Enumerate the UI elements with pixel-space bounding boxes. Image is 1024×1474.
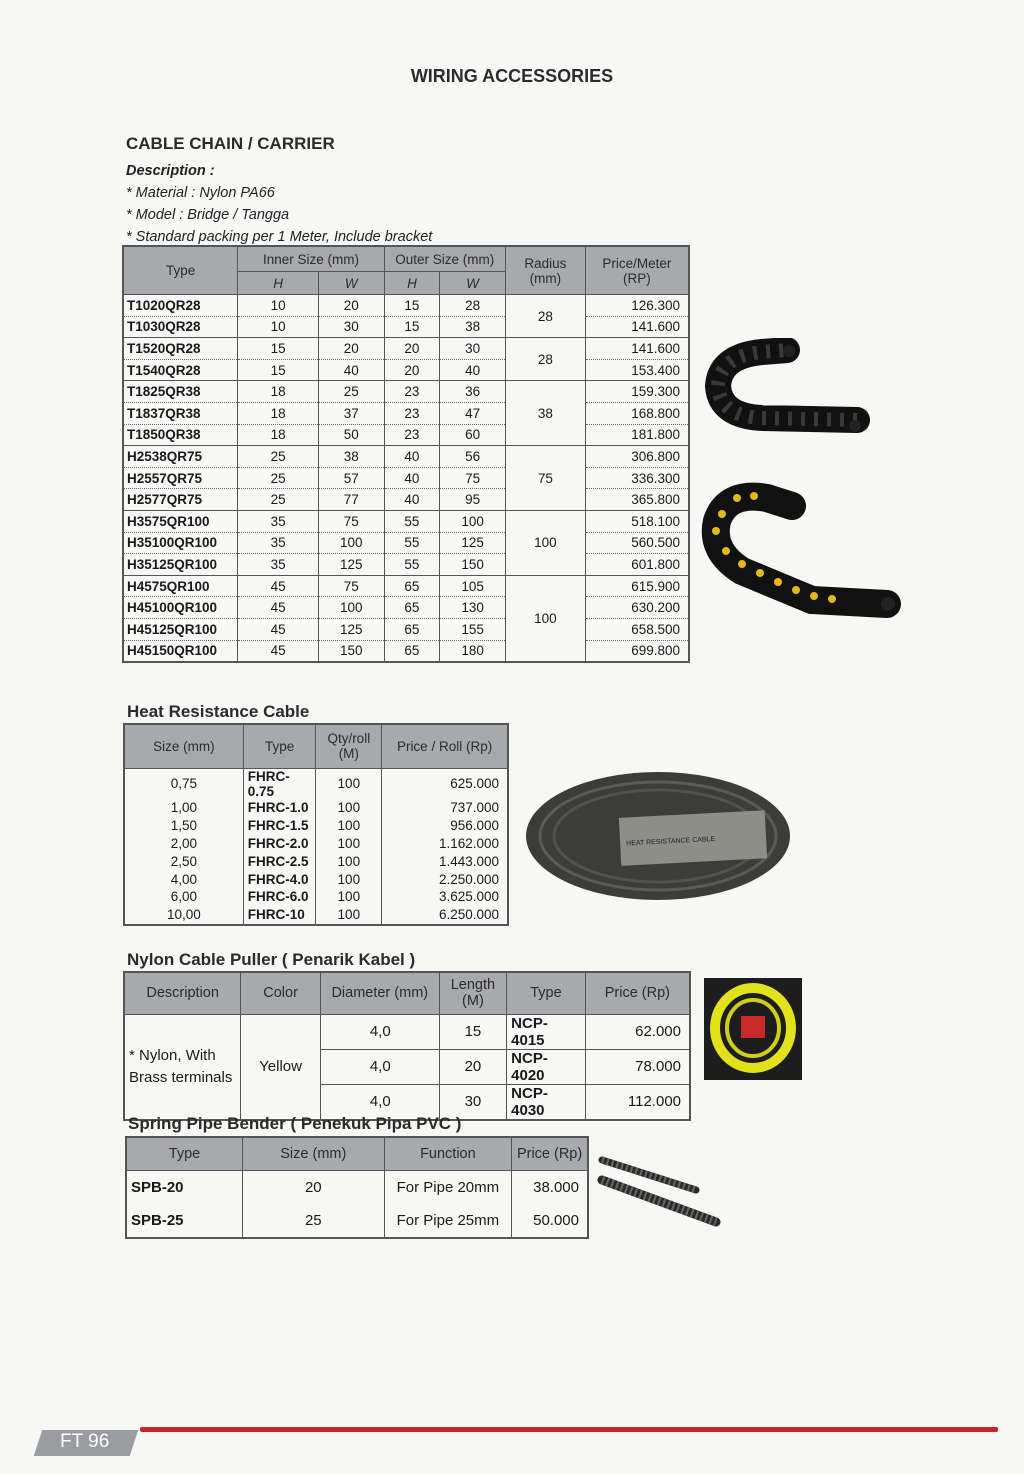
type-cell: NCP-4030 [507, 1084, 586, 1120]
col-header-outer-h: H [384, 272, 440, 295]
inner-w-cell: 30 [318, 316, 384, 338]
type-cell: NCP-4015 [507, 1014, 586, 1049]
qty-cell: 100 [316, 870, 382, 888]
heat-cable-roll-image [524, 770, 792, 902]
price-cell: 126.300 [585, 295, 689, 317]
price-cell: 62.000 [585, 1014, 690, 1049]
outer-w-cell: 36 [440, 381, 506, 403]
size-cell: 1,00 [124, 799, 243, 817]
cable-chain-image [692, 338, 870, 450]
inner-h-cell: 45 [238, 640, 319, 662]
outer-w-cell: 150 [440, 554, 506, 576]
inner-h-cell: 15 [238, 338, 319, 360]
length-cell: 15 [439, 1014, 506, 1049]
table-row [124, 768, 508, 799]
price-cell: 601.800 [585, 554, 689, 576]
price-cell: 699.800 [585, 640, 689, 662]
price-cell: 1.443.000 [382, 852, 508, 870]
inner-w-cell: 100 [318, 597, 384, 619]
outer-w-cell: 60 [440, 424, 506, 446]
inner-w-cell: 57 [318, 467, 384, 489]
radius-cell: 38 [506, 381, 586, 446]
inner-h-cell: 35 [238, 532, 319, 554]
type-cell: H35100QR100 [123, 532, 238, 554]
type-cell: FHRC-1.0 [243, 799, 316, 817]
table-row [124, 852, 508, 870]
inner-w-cell: 40 [318, 359, 384, 381]
col-header-length: Length (M) [439, 972, 506, 1014]
diameter-cell: 4,0 [320, 1049, 439, 1084]
size-cell: 10,00 [124, 906, 243, 925]
qty-cell: 100 [316, 906, 382, 925]
table-row [123, 446, 689, 468]
type-cell: T1850QR38 [123, 424, 238, 446]
type-cell: H35125QR100 [123, 554, 238, 576]
price-cell: 78.000 [585, 1049, 690, 1084]
col-header-inner-size: Inner Size (mm) [238, 246, 384, 272]
function-cell: For Pipe 25mm [384, 1204, 512, 1238]
outer-h-cell: 40 [384, 489, 440, 511]
description-line: * Material : Nylon PA66 [126, 185, 275, 201]
radius-cell: 100 [506, 575, 586, 662]
outer-w-cell: 47 [440, 402, 506, 424]
outer-w-cell: 130 [440, 597, 506, 619]
outer-w-cell: 38 [440, 316, 506, 338]
col-header-type: Type [126, 1137, 243, 1170]
inner-h-cell: 18 [238, 381, 319, 403]
price-cell: 737.000 [382, 799, 508, 817]
type-cell: FHRC-0.75 [243, 768, 316, 799]
heat-cable-table [123, 723, 509, 926]
inner-h-cell: 25 [238, 446, 319, 468]
outer-h-cell: 65 [384, 575, 440, 597]
outer-w-cell: 180 [440, 640, 506, 662]
type-cell: H2577QR75 [123, 489, 238, 511]
inner-h-cell: 35 [238, 554, 319, 576]
table-row [123, 618, 689, 640]
price-cell: 2.250.000 [382, 870, 508, 888]
type-cell: FHRC-10 [243, 906, 316, 925]
inner-h-cell: 45 [238, 597, 319, 619]
length-cell: 30 [439, 1084, 506, 1120]
outer-h-cell: 20 [384, 359, 440, 381]
type-cell: T1030QR28 [123, 316, 238, 338]
table-row [123, 489, 689, 511]
size-cell: 20 [243, 1170, 385, 1204]
price-cell: 141.600 [585, 316, 689, 338]
price-cell: 630.200 [585, 597, 689, 619]
size-cell: 4,00 [124, 870, 243, 888]
inner-w-cell: 50 [318, 424, 384, 446]
table-row [124, 799, 508, 817]
inner-w-cell: 150 [318, 640, 384, 662]
length-cell: 20 [439, 1049, 506, 1084]
outer-w-cell: 30 [440, 338, 506, 360]
price-cell: 956.000 [382, 816, 508, 834]
price-cell: 6.250.000 [382, 906, 508, 925]
inner-h-cell: 45 [238, 618, 319, 640]
inner-w-cell: 20 [318, 295, 384, 317]
qty-cell: 100 [316, 768, 382, 799]
type-cell: NCP-4020 [507, 1049, 586, 1084]
col-header-inner-w: W [318, 272, 384, 295]
footer-page-code: FT 96 [60, 1431, 110, 1452]
outer-h-cell: 55 [384, 532, 440, 554]
table-row [123, 316, 689, 338]
inner-h-cell: 10 [238, 295, 319, 317]
cable-chain-rows [123, 295, 689, 663]
radius-cell: 28 [506, 295, 586, 338]
outer-h-cell: 15 [384, 316, 440, 338]
nylon-puller-image [704, 978, 802, 1080]
table-row [123, 554, 689, 576]
outer-w-cell: 95 [440, 489, 506, 511]
radius-cell: 100 [506, 510, 586, 575]
cable-chain-description [126, 160, 432, 248]
type-cell: H3575QR100 [123, 510, 238, 532]
table-row [123, 381, 689, 403]
col-header-radius: Radius (mm) [506, 246, 586, 295]
radius-cell: 28 [506, 338, 586, 381]
type-cell: FHRC-6.0 [243, 888, 316, 906]
table-row [123, 510, 689, 532]
spring-bender-table [125, 1136, 589, 1239]
price-cell: 560.500 [585, 532, 689, 554]
price-cell: 38.000 [512, 1170, 588, 1204]
table-row [123, 575, 689, 597]
table-row [124, 816, 508, 834]
size-cell: 2,00 [124, 834, 243, 852]
price-cell: 306.800 [585, 446, 689, 468]
price-cell: 1.162.000 [382, 834, 508, 852]
diameter-cell: 4,0 [320, 1084, 439, 1120]
inner-h-cell: 45 [238, 575, 319, 597]
price-cell: 159.300 [585, 381, 689, 403]
type-cell: SPB-25 [126, 1204, 243, 1238]
roll-label-text: HEAT RESISTANCE CABLE [626, 835, 716, 848]
table-row [123, 597, 689, 619]
type-cell: H45150QR100 [123, 640, 238, 662]
inner-h-cell: 25 [238, 489, 319, 511]
qty-cell: 100 [316, 888, 382, 906]
outer-h-cell: 65 [384, 640, 440, 662]
nylon-puller-table [123, 971, 691, 1121]
nylon-description-cell: * Nylon, With Brass terminals [124, 1014, 241, 1120]
type-cell: FHRC-2.0 [243, 834, 316, 852]
page-title: WIRING ACCESSORIES [410, 66, 614, 86]
price-cell: 153.400 [585, 359, 689, 381]
type-cell: T1540QR28 [123, 359, 238, 381]
table-row [124, 834, 508, 852]
type-cell: H4575QR100 [123, 575, 238, 597]
price-cell: 658.500 [585, 618, 689, 640]
price-cell: 615.900 [585, 575, 689, 597]
spring-bender-title: Spring Pipe Bender ( Penekuk Pipa PVC ) [128, 1114, 462, 1133]
col-header-type: Type [123, 246, 238, 295]
table-row [123, 532, 689, 554]
outer-h-cell: 20 [384, 338, 440, 360]
table-row [123, 402, 689, 424]
cable-chain-table [122, 245, 690, 663]
inner-h-cell: 10 [238, 316, 319, 338]
outer-h-cell: 55 [384, 554, 440, 576]
type-cell: T1520QR28 [123, 338, 238, 360]
outer-h-cell: 23 [384, 424, 440, 446]
price-cell: 141.600 [585, 338, 689, 360]
outer-h-cell: 55 [384, 510, 440, 532]
type-cell: SPB-20 [126, 1170, 243, 1204]
type-cell: H45125QR100 [123, 618, 238, 640]
outer-w-cell: 75 [440, 467, 506, 489]
col-header-color: Color [241, 972, 321, 1014]
outer-h-cell: 40 [384, 446, 440, 468]
inner-h-cell: 18 [238, 424, 319, 446]
function-cell: For Pipe 20mm [384, 1170, 512, 1204]
price-cell: 112.000 [585, 1084, 690, 1120]
col-header-qty-roll: Qty/roll (M) [316, 724, 382, 768]
table-row [124, 906, 508, 925]
outer-h-cell: 23 [384, 402, 440, 424]
type-cell: H2538QR75 [123, 446, 238, 468]
table-row [124, 870, 508, 888]
outer-w-cell: 125 [440, 532, 506, 554]
table-row [123, 359, 689, 381]
radius-cell: 75 [506, 446, 586, 511]
table-row [123, 424, 689, 446]
inner-h-cell: 35 [238, 510, 319, 532]
col-header-diameter: Diameter (mm) [320, 972, 439, 1014]
qty-cell: 100 [316, 816, 382, 834]
type-cell: H45100QR100 [123, 597, 238, 619]
table-row [123, 295, 689, 317]
cable-chain-image-2 [692, 476, 904, 642]
inner-w-cell: 125 [318, 554, 384, 576]
outer-w-cell: 105 [440, 575, 506, 597]
outer-w-cell: 28 [440, 295, 506, 317]
col-header-size: Size (mm) [243, 1137, 385, 1170]
price-cell: 3.625.000 [382, 888, 508, 906]
outer-w-cell: 100 [440, 510, 506, 532]
inner-w-cell: 125 [318, 618, 384, 640]
nylon-puller-title: Nylon Cable Puller ( Penarik Kabel ) [127, 950, 416, 969]
inner-h-cell: 25 [238, 467, 319, 489]
type-cell: T1020QR28 [123, 295, 238, 317]
description-label: Description : [126, 163, 215, 179]
inner-w-cell: 25 [318, 381, 384, 403]
price-cell: 518.100 [585, 510, 689, 532]
type-cell: FHRC-1.5 [243, 816, 316, 834]
size-cell: 25 [243, 1204, 385, 1238]
inner-w-cell: 77 [318, 489, 384, 511]
inner-w-cell: 20 [318, 338, 384, 360]
col-header-type: Type [507, 972, 586, 1014]
qty-cell: 100 [316, 834, 382, 852]
outer-w-cell: 40 [440, 359, 506, 381]
description-line: * Standard packing per 1 Meter, Include bracket [126, 229, 433, 245]
size-cell: 6,00 [124, 888, 243, 906]
size-cell: 1,50 [124, 816, 243, 834]
col-header-inner-h: H [238, 272, 319, 295]
inner-w-cell: 38 [318, 446, 384, 468]
nylon-color-cell: Yellow [241, 1014, 321, 1120]
inner-h-cell: 18 [238, 402, 319, 424]
outer-w-cell: 56 [440, 446, 506, 468]
outer-w-cell: 155 [440, 618, 506, 640]
col-header-function: Function [384, 1137, 512, 1170]
table-row [123, 338, 689, 360]
col-header-outer-w: W [440, 272, 506, 295]
col-header-price-roll: Price / Roll (Rp) [382, 724, 508, 768]
col-header-size: Size (mm) [124, 724, 243, 768]
inner-w-cell: 37 [318, 402, 384, 424]
inner-h-cell: 15 [238, 359, 319, 381]
heat-cable-rows [124, 768, 508, 925]
col-header-type: Type [243, 724, 316, 768]
qty-cell: 100 [316, 852, 382, 870]
inner-w-cell: 75 [318, 575, 384, 597]
type-cell: FHRC-4.0 [243, 870, 316, 888]
type-cell: FHRC-2.5 [243, 852, 316, 870]
inner-w-cell: 100 [318, 532, 384, 554]
table-row [123, 640, 689, 662]
cable-chain-title: CABLE CHAIN / CARRIER [126, 134, 335, 153]
spring-bender-image [596, 1150, 724, 1240]
heat-cable-title: Heat Resistance Cable [127, 702, 310, 721]
price-cell: 181.800 [585, 424, 689, 446]
price-cell: 365.800 [585, 489, 689, 511]
footer-red-line [140, 1427, 998, 1432]
price-cell: 625.000 [382, 768, 508, 799]
description-line: * Model : Bridge / Tangga [126, 207, 290, 223]
type-cell: T1825QR38 [123, 381, 238, 403]
size-cell: 2,50 [124, 852, 243, 870]
price-cell: 336.300 [585, 467, 689, 489]
outer-h-cell: 23 [384, 381, 440, 403]
outer-h-cell: 40 [384, 467, 440, 489]
price-cell: 50.000 [512, 1204, 588, 1238]
outer-h-cell: 65 [384, 597, 440, 619]
col-header-price: Price (Rp) [512, 1137, 588, 1170]
qty-cell: 100 [316, 799, 382, 817]
col-header-outer-size: Outer Size (mm) [384, 246, 505, 272]
col-header-price: Price (Rp) [585, 972, 690, 1014]
outer-h-cell: 65 [384, 618, 440, 640]
size-cell: 0,75 [124, 768, 243, 799]
col-header-price-meter: Price/Meter (RP) [585, 246, 689, 295]
table-row [124, 888, 508, 906]
type-cell: H2557QR75 [123, 467, 238, 489]
type-cell: T1837QR38 [123, 402, 238, 424]
inner-w-cell: 75 [318, 510, 384, 532]
outer-h-cell: 15 [384, 295, 440, 317]
price-cell: 168.800 [585, 402, 689, 424]
col-header-description: Description [124, 972, 241, 1014]
diameter-cell: 4,0 [320, 1014, 439, 1049]
table-row [123, 467, 689, 489]
